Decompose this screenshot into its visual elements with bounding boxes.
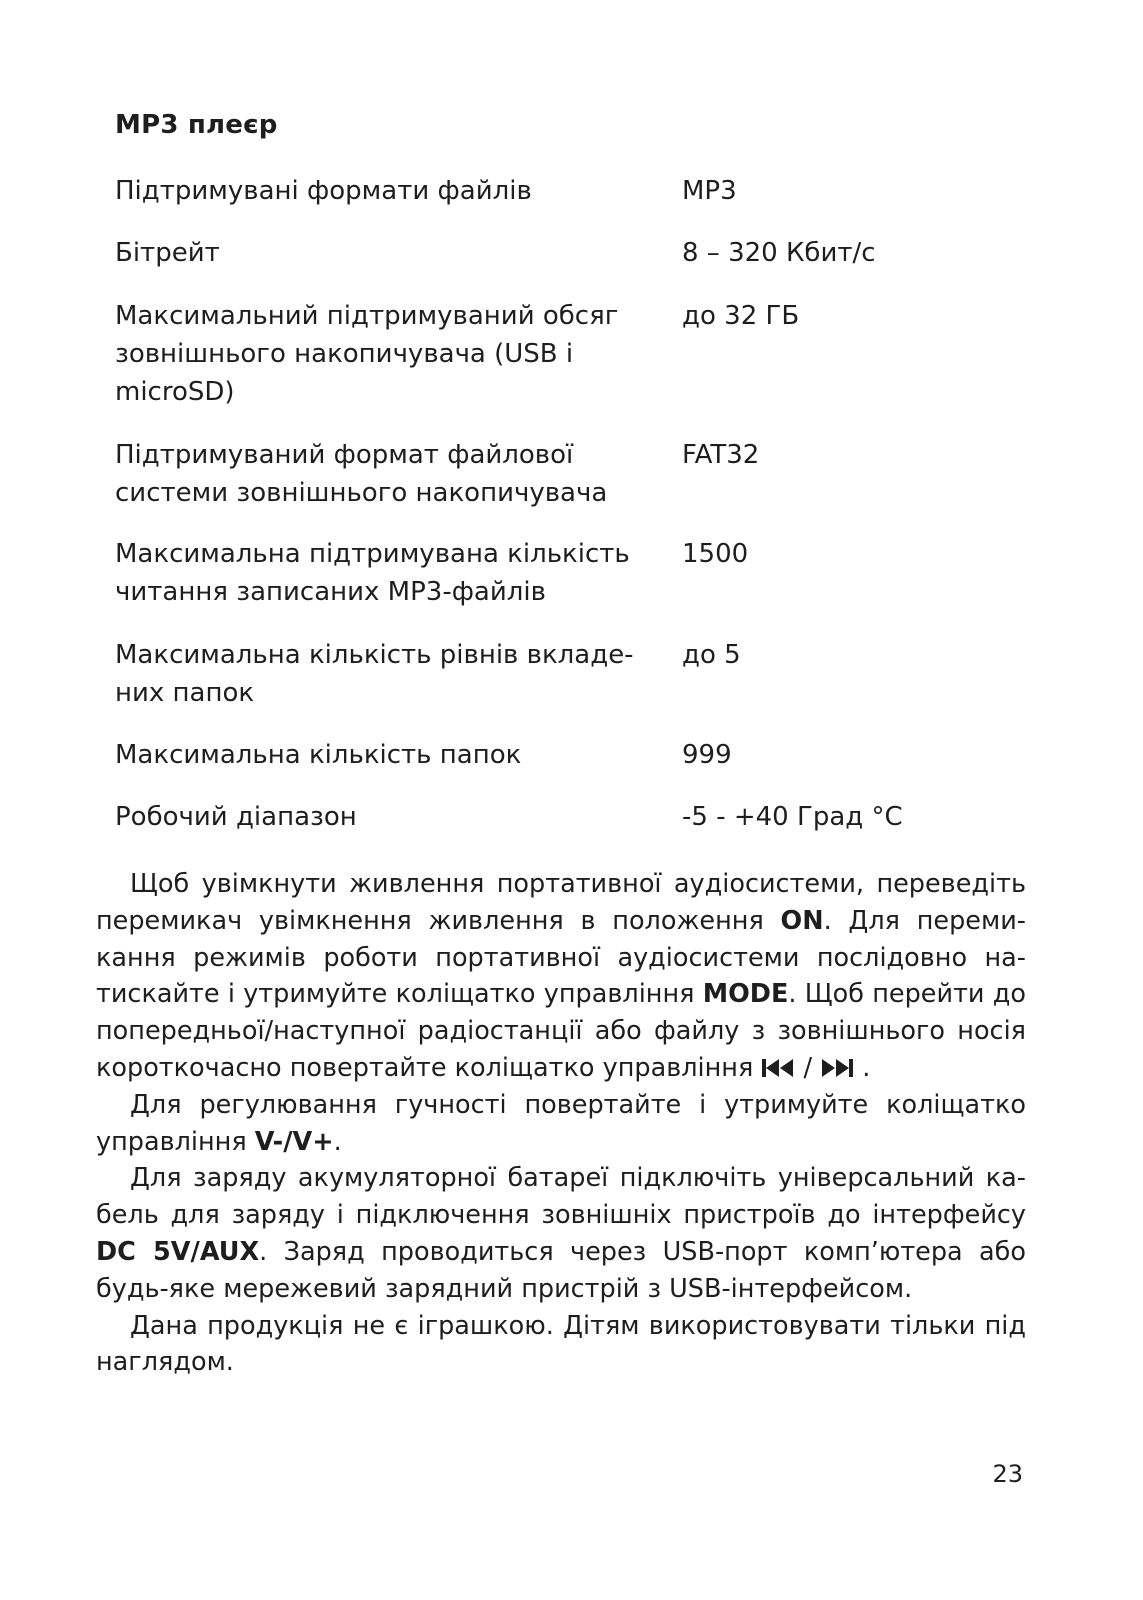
text-fragment: Для регулювання гучності повертайте і утримуйте коліщатко управління [96,1089,1026,1157]
text-fragment: . Заряд проводиться через USB-порт комп’ютера або будь-яке мережевий зарядний пристрій з USB-інтерфейсом. [96,1236,1026,1304]
spec-value: 1500 [682,539,749,569]
spec-value: -5 - +40 Град °С [682,802,903,832]
paragraph-volume [96,1087,1026,1161]
on-keyword: ON [780,905,824,936]
spec-label: Бітрейт [115,238,220,268]
text-fragment: Щоб увімкнути живлення портативної аудіосистеми, переведіть перемикач увімкнення живлення в положення [96,869,1026,936]
previous-track-icon [761,1057,795,1079]
instructions-text [96,866,1026,1381]
volume-keyword: V-/V+ [254,1126,334,1157]
spec-value: FAT32 [682,440,760,470]
spec-label: Підтримувані формати файлів [115,176,532,206]
spec-label: Максимальна кількість рівнів вкладе- них папок [115,640,634,708]
spec-value: до 5 [682,640,741,670]
spec-label: Максимальна кількість папок [115,740,522,770]
mode-keyword: MODE [702,979,789,1010]
spec-value: до 32 ГБ [682,301,800,331]
spec-label: Підтримуваний формат файлової системи зовнішнього накопичувача [115,440,608,508]
text-fragment: . [333,1126,342,1157]
spec-label: Робочий діапазон [115,802,357,832]
text-fragment: . Щоб перейти до попередньої/наступної радіостанції або файлу з зовнішнього носія короткочасно повертайте коліщатко управління [96,979,1026,1083]
text-fragment: Для заряду акумуляторної батареї підключіть універсальний кабель для заряду і підключення зовнішніх пристроїв до інтерфейсу [96,1163,1026,1231]
section-title: MP3 плеєр [115,110,278,140]
text-fragment: . Для перемикання режимів роботи портативної аудіосистеми послідовно натискайте і утримуйте коліщатко управління [96,905,1026,1010]
spec-value: 999 [682,740,732,770]
text-fragment: / [795,1052,821,1083]
text-fragment: . [854,1052,871,1083]
spec-value: 8 – 320 Кбит/с [682,238,876,268]
spec-label: Максимальна підтримувана кількість читання записаних MP3-файлів [115,539,630,607]
page-number: 23 [992,1460,1023,1488]
spec-value: MP3 [682,176,737,206]
spec-label: Максимальний підтримуваний обсяг зовнішнього накопичувача (USB і microSD) [115,301,619,407]
paragraph-power-mode [96,866,1026,1087]
paragraph-charging [96,1160,1026,1307]
paragraph-safety: Дана продукція не є іграшкою. Дітям використовувати тільки під наглядом. [96,1310,1026,1378]
dc-aux-keyword: DC 5V/AUX [96,1236,260,1267]
next-track-icon [820,1057,854,1079]
